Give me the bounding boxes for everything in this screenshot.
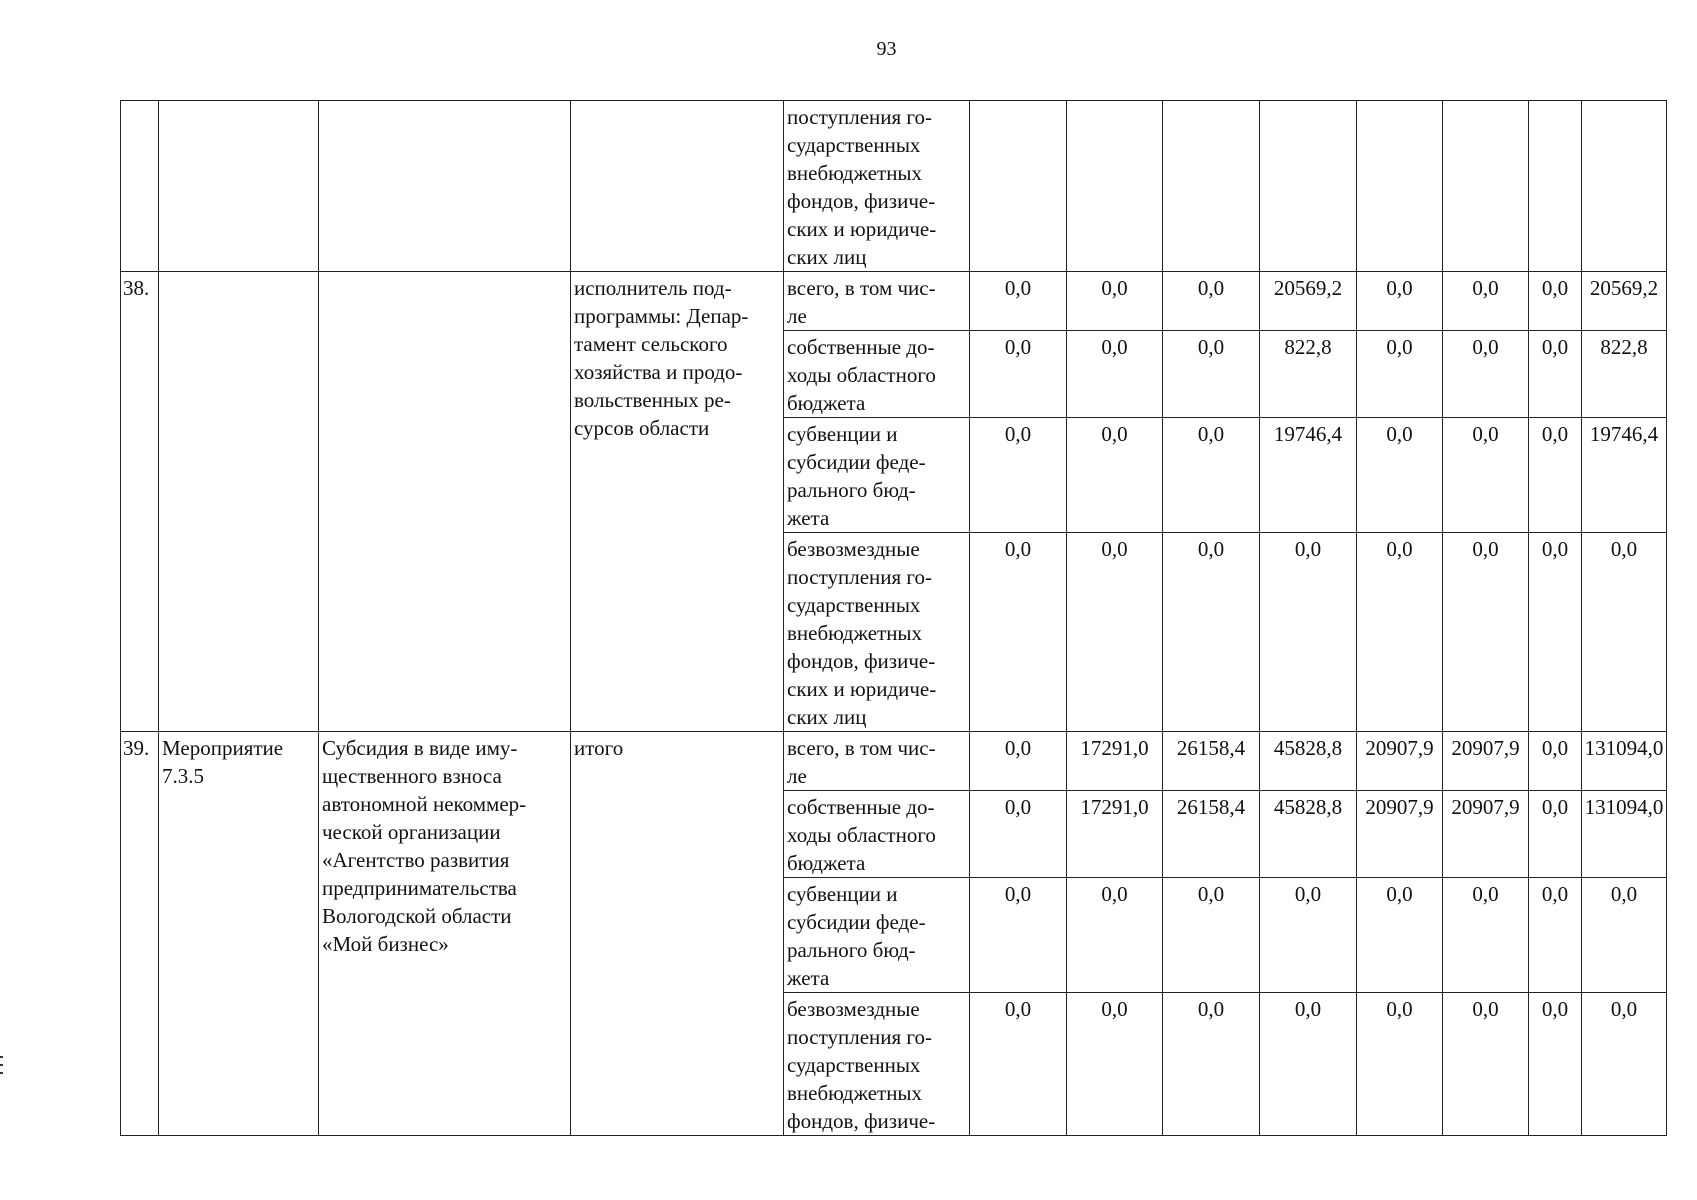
value-cell: 0,0 bbox=[1529, 878, 1582, 993]
value-cell: 0,0 bbox=[1067, 993, 1163, 1136]
budget-table bbox=[120, 100, 1667, 1136]
cell-description bbox=[319, 272, 571, 732]
text-line: всего, в том чис- bbox=[787, 276, 936, 300]
value-cell: 0,0 bbox=[1357, 418, 1443, 533]
text-line: субвенции и bbox=[787, 422, 898, 446]
cell-activity bbox=[159, 272, 319, 732]
text-line: фондов, физиче- bbox=[787, 189, 936, 213]
value-cell: 0,0 bbox=[1357, 331, 1443, 418]
value-cell: 20907,9 bbox=[1357, 791, 1443, 878]
text-line: ле bbox=[787, 304, 807, 328]
row-number: 38. bbox=[121, 272, 159, 732]
value-cell: 17291,0 bbox=[1067, 732, 1163, 791]
value-cell: 20569,2 bbox=[1582, 272, 1667, 331]
text-line: «Мой бизнес» bbox=[322, 932, 449, 956]
value-cell: 0,0 bbox=[970, 272, 1067, 331]
cell-activity bbox=[159, 101, 319, 272]
text-line: тамент сельского bbox=[574, 332, 728, 356]
value-cell: 20907,9 bbox=[1443, 791, 1529, 878]
text-line: жета bbox=[787, 966, 830, 990]
cell-source bbox=[784, 732, 970, 791]
cell-executor bbox=[571, 732, 784, 1136]
value-cell: 0,0 bbox=[1529, 732, 1582, 791]
text-line: ских лиц bbox=[787, 705, 867, 729]
cell-source bbox=[784, 101, 970, 272]
text-line: рального бюд- bbox=[787, 478, 916, 502]
value-cell: 0,0 bbox=[1582, 533, 1667, 732]
value-cell: 0,0 bbox=[970, 791, 1067, 878]
value-cell: 0,0 bbox=[1529, 533, 1582, 732]
value-cell: 20907,9 bbox=[1443, 732, 1529, 791]
text-line: жета bbox=[787, 506, 830, 530]
value-cell: 0,0 bbox=[1260, 993, 1357, 1136]
value-cell: 0,0 bbox=[1529, 418, 1582, 533]
cell-number bbox=[121, 101, 159, 272]
value-cell: 0,0 bbox=[1529, 993, 1582, 1136]
value-cell: 0,0 bbox=[1443, 878, 1529, 993]
value-cell: 0,0 bbox=[1067, 533, 1163, 732]
text-line: внебюджетных bbox=[787, 1081, 923, 1105]
value-cell: 0,0 bbox=[1067, 418, 1163, 533]
value-cell: 0,0 bbox=[1067, 331, 1163, 418]
cell-source bbox=[784, 331, 970, 418]
value-cell: 20569,2 bbox=[1260, 272, 1357, 331]
cell-source bbox=[784, 418, 970, 533]
value-cell: 0,0 bbox=[1529, 331, 1582, 418]
text-line: внебюджетных bbox=[787, 621, 923, 645]
text-line: хозяйства и продо- bbox=[574, 360, 743, 384]
value-cell: 0,0 bbox=[970, 331, 1067, 418]
cell-description bbox=[319, 732, 571, 1136]
text-line: ле bbox=[787, 764, 807, 788]
value-cell: 19746,4 bbox=[1260, 418, 1357, 533]
text-line: ходы областного bbox=[787, 363, 936, 387]
text-line: ских лиц bbox=[787, 245, 867, 269]
text-line: ческой организации bbox=[322, 820, 501, 844]
value-cell: 26158,4 bbox=[1163, 791, 1260, 878]
value-cell: 131094,0 bbox=[1582, 791, 1667, 878]
text-line: «Агентство развития bbox=[322, 848, 510, 872]
value-cell: 0,0 bbox=[1067, 878, 1163, 993]
value-cell: 26158,4 bbox=[1163, 732, 1260, 791]
text-line: предпринимательства bbox=[322, 876, 517, 900]
value-cell: 0,0 bbox=[970, 878, 1067, 993]
text-line: фондов, физиче- bbox=[787, 649, 936, 673]
table-row bbox=[121, 272, 1667, 331]
text-line: внебюджетных bbox=[787, 161, 923, 185]
text-line: собственные до- bbox=[787, 335, 935, 359]
value-cell: 0,0 bbox=[1163, 533, 1260, 732]
value-cell: 0,0 bbox=[970, 418, 1067, 533]
value-cell: 0,0 bbox=[1443, 993, 1529, 1136]
value-cell: 0,0 bbox=[1443, 331, 1529, 418]
text-line: щественного взноса bbox=[322, 764, 502, 788]
cell-executor bbox=[571, 101, 784, 272]
scan-artifact-marks bbox=[0, 1050, 6, 1090]
text-line: итого bbox=[574, 736, 624, 760]
text-line: фондов, физиче- bbox=[787, 1109, 936, 1133]
text-line: безвозмездные bbox=[787, 537, 920, 561]
value-cell: 0,0 bbox=[1529, 272, 1582, 331]
value-cell: 0,0 bbox=[970, 533, 1067, 732]
value-cell: 0,0 bbox=[1067, 272, 1163, 331]
text-line: автономной некоммер- bbox=[322, 792, 527, 816]
text-line: поступления го- bbox=[787, 565, 932, 589]
value-cell: 0,0 bbox=[1260, 878, 1357, 993]
text-line: сударственных bbox=[787, 1053, 921, 1077]
value-cell: 0,0 bbox=[1443, 272, 1529, 331]
value-cell: 0,0 bbox=[1443, 418, 1529, 533]
text-line: поступления го- bbox=[787, 105, 932, 129]
value-cell: 45828,8 bbox=[1260, 791, 1357, 878]
value-cell: 0,0 bbox=[1357, 533, 1443, 732]
text-line: безвозмездные bbox=[787, 997, 920, 1021]
page-number: 93 bbox=[876, 38, 897, 60]
value-cell: 17291,0 bbox=[1067, 791, 1163, 878]
cell-activity bbox=[159, 732, 319, 1136]
value-cell: 822,8 bbox=[1582, 331, 1667, 418]
cell-source bbox=[784, 791, 970, 878]
value-cell: 0,0 bbox=[970, 732, 1067, 791]
cell-source bbox=[784, 533, 970, 732]
text-line: Субсидия в виде иму- bbox=[322, 736, 518, 760]
value-cell: 0,0 bbox=[1163, 272, 1260, 331]
text-line: субсидии феде- bbox=[787, 450, 926, 474]
text-line: ских и юридиче- bbox=[787, 677, 937, 701]
text-line: субсидии феде- bbox=[787, 910, 926, 934]
cell-source bbox=[784, 878, 970, 993]
text-line: субвенции и bbox=[787, 882, 898, 906]
text-line: вольственных ре- bbox=[574, 388, 731, 412]
value-cell: 0,0 bbox=[1582, 993, 1667, 1136]
text-line: поступления го- bbox=[787, 1025, 932, 1049]
text-line: рального бюд- bbox=[787, 938, 916, 962]
text-line: исполнитель под- bbox=[574, 276, 732, 300]
value-cell: 0,0 bbox=[1529, 791, 1582, 878]
cell-source bbox=[784, 272, 970, 331]
value-cell: 0,0 bbox=[1357, 272, 1443, 331]
value-cell: 0,0 bbox=[1163, 331, 1260, 418]
value-cell: 0,0 bbox=[970, 993, 1067, 1136]
value-cell: 0,0 bbox=[1163, 878, 1260, 993]
value-cell: 0,0 bbox=[1357, 878, 1443, 993]
cell-description bbox=[319, 101, 571, 272]
value-cell: 0,0 bbox=[1260, 533, 1357, 732]
text-line: собственные до- bbox=[787, 795, 935, 819]
value-cell: 0,0 bbox=[1163, 993, 1260, 1136]
text-line: сударственных bbox=[787, 593, 921, 617]
cell-executor bbox=[571, 272, 784, 732]
text-line: сударственных bbox=[787, 133, 921, 157]
text-line: бюджета bbox=[787, 391, 866, 415]
cell-source bbox=[784, 993, 970, 1136]
value-cell: 0,0 bbox=[1163, 418, 1260, 533]
text-line: бюджета bbox=[787, 851, 866, 875]
text-line: всего, в том чис- bbox=[787, 736, 936, 760]
table-row bbox=[121, 732, 1667, 791]
text-line: ходы областного bbox=[787, 823, 936, 847]
text-line: Вологодской области bbox=[322, 904, 512, 928]
row-number: 39. bbox=[121, 732, 159, 1136]
text-line: 7.3.5 bbox=[162, 764, 204, 788]
value-cell: 822,8 bbox=[1260, 331, 1357, 418]
value-cell: 0,0 bbox=[1582, 878, 1667, 993]
text-line: ских и юридиче- bbox=[787, 217, 937, 241]
value-cell: 131094,0 bbox=[1582, 732, 1667, 791]
text-line: программы: Депар- bbox=[574, 304, 749, 328]
text-line: Мероприятие bbox=[162, 736, 284, 760]
value-cell: 45828,8 bbox=[1260, 732, 1357, 791]
text-line: сурсов области bbox=[574, 416, 710, 440]
value-cell: 19746,4 bbox=[1582, 418, 1667, 533]
value-cell: 0,0 bbox=[1357, 993, 1443, 1136]
value-cell: 20907,9 bbox=[1357, 732, 1443, 791]
value-cell: 0,0 bbox=[1443, 533, 1529, 732]
table-row bbox=[121, 101, 1667, 272]
